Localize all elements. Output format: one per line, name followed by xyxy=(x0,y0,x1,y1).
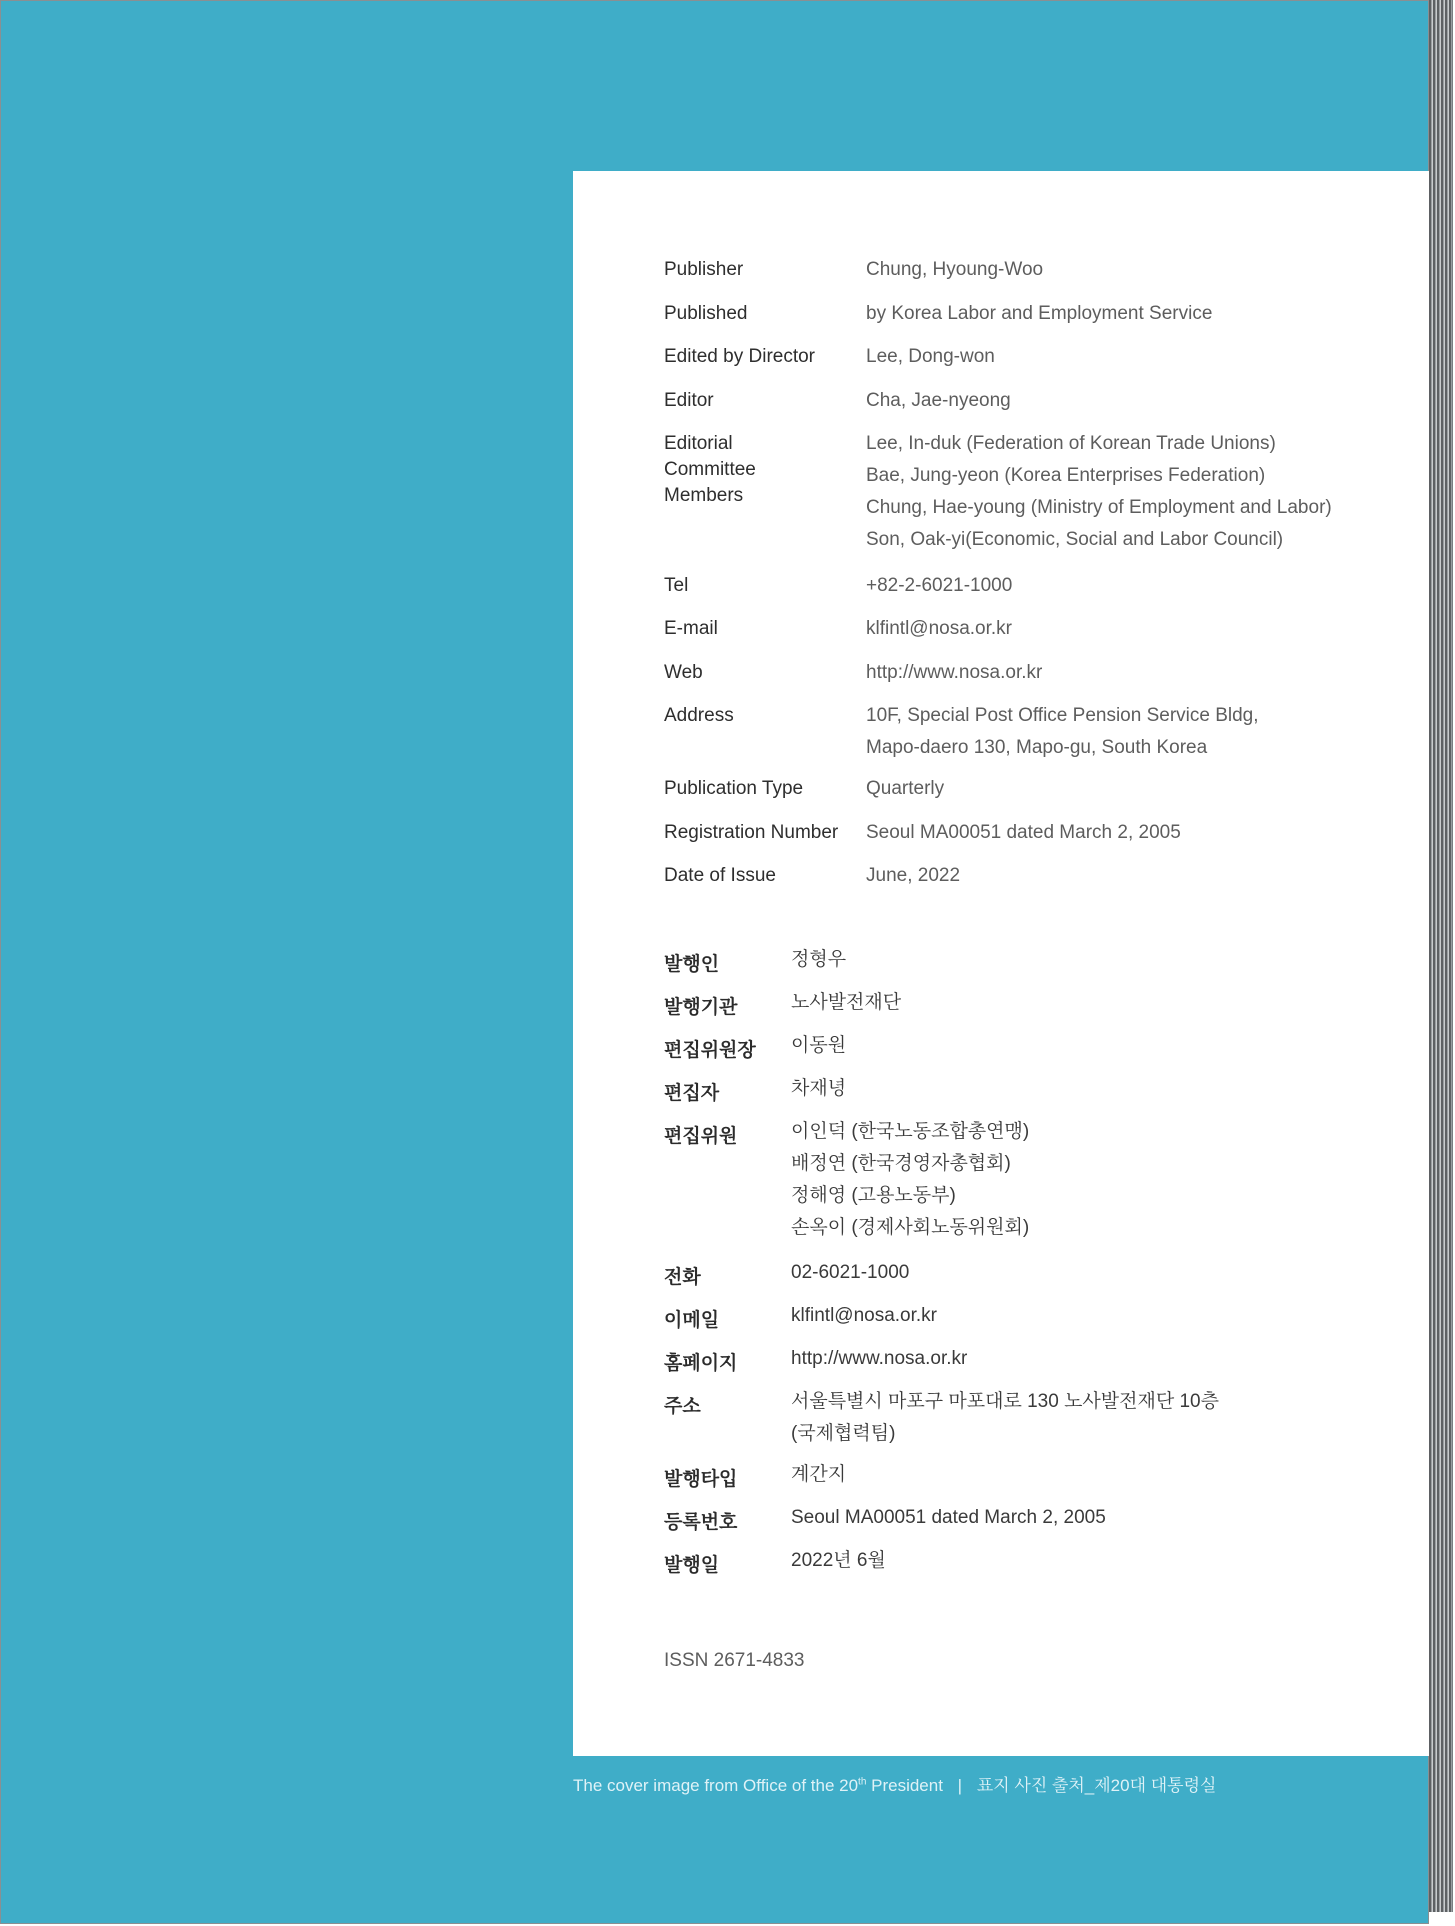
colophon-kr-label: 홈페이지 xyxy=(664,1353,738,1374)
colophon-kr-value-line: 정해영 (고용노동부) xyxy=(791,1185,956,1206)
colophon-en-label: Tel xyxy=(664,575,689,596)
colophon-kr-value xyxy=(791,944,846,976)
colophon-en-value xyxy=(866,570,1012,602)
issn-number: ISSN 2671-4833 xyxy=(664,1650,805,1671)
colophon-en-value xyxy=(866,254,1043,286)
colophon-en-value xyxy=(866,298,1212,330)
colophon-kr-label: 전화 xyxy=(664,1267,701,1288)
colophon-kr-value xyxy=(791,1030,846,1062)
colophon-en-value-line: Chung, Hae-young (Ministry of Employment and Labor) xyxy=(866,497,1332,518)
colophon-en-value-line: +82-2-6021-1000 xyxy=(866,575,1013,596)
colophon-en-value-line: Lee, Dong-won xyxy=(866,346,995,367)
colophon-kr-value xyxy=(791,1459,846,1491)
colophon-kr-label: 발행인 xyxy=(664,954,720,975)
colophon-kr-label: 발행타입 xyxy=(664,1469,738,1490)
colophon-kr-value-line: 정형우 xyxy=(791,949,847,970)
colophon-en-value-line: Son, Oak-yi(Economic, Social and Labor Council) xyxy=(866,529,1284,550)
colophon-kr-value xyxy=(791,1257,909,1289)
colophon-en-value-line: Quarterly xyxy=(866,778,945,799)
colophon-kr-label: 편집위원 xyxy=(664,1126,738,1147)
colophon-kr-value-line: 서울특별시 마포구 마포대로 130 노사발전재단 10층 xyxy=(791,1391,1219,1412)
colophon-kr-value-line: 2022년 6월 xyxy=(791,1550,886,1571)
colophon-en-label: Address xyxy=(664,705,734,726)
colophon-kr-label: 발행기관 xyxy=(664,997,738,1018)
colophon-en-label: E-mail xyxy=(664,618,718,639)
colophon-kr-value xyxy=(791,1343,967,1375)
colophon-en-value-line: Chung, Hyoung-Woo xyxy=(866,259,1044,280)
colophon-kr-value xyxy=(791,1300,937,1332)
colophon-kr-value xyxy=(791,1386,1219,1450)
colophon-kr-value-line: klfintl@nosa.or.kr xyxy=(791,1305,938,1326)
colophon-en-value-line: by Korea Labor and Employment Service xyxy=(866,303,1213,324)
colophon-en-value-line: 10F, Special Post Office Pension Service Bldg, xyxy=(866,705,1259,726)
colophon-en-value-line: Seoul MA00051 dated March 2, 2005 xyxy=(866,822,1181,843)
colophon-kr-value-line: 노사발전재단 xyxy=(791,992,902,1013)
colophon-kr-label: 편집자 xyxy=(664,1083,720,1104)
colophon-kr-value-line: 손옥이 (경제사회노동위원회) xyxy=(791,1217,1030,1238)
colophon-kr-label: 이메일 xyxy=(664,1310,720,1331)
colophon-kr-value-line: 이인덕 (한국노동조합총연맹) xyxy=(791,1121,1030,1142)
colophon-en-value-line: Mapo-daero 130, Mapo-gu, South Korea xyxy=(866,737,1208,758)
colophon-en-value xyxy=(866,385,1011,417)
colophon-en-label: Date of Issue xyxy=(664,865,776,886)
colophon-en-label: Registration Number xyxy=(664,822,839,843)
colophon-kr-label: 발행일 xyxy=(664,1555,720,1576)
colophon-en-label: Edited by Director xyxy=(664,346,816,367)
colophon-kr-value-line: 차재녕 xyxy=(791,1078,847,1099)
colophon-kr-value xyxy=(791,1545,886,1577)
colophon-en-label: Publisher xyxy=(664,259,744,280)
colophon-en-label: Editor xyxy=(664,390,714,411)
colophon-en-label: Web xyxy=(664,662,703,683)
colophon-kr-label: 등록번호 xyxy=(664,1512,738,1533)
colophon-en-value-line: Lee, In-duk (Federation of Korean Trade Unions) xyxy=(866,433,1276,454)
colophon-en-value xyxy=(866,657,1042,689)
colophon-kr-value-line: 02-6021-1000 xyxy=(791,1262,910,1283)
colophon-kr-label: 편집위원장 xyxy=(664,1040,756,1061)
colophon-kr-label: 주소 xyxy=(664,1396,701,1417)
colophon-kr-value xyxy=(791,987,901,1019)
colophon-kr-value-line: (국제협력팀) xyxy=(791,1423,896,1444)
colophon-en-value xyxy=(866,428,1332,556)
credit-english: The cover image from Office of the 20th President xyxy=(573,1776,943,1795)
colophon-en-value xyxy=(866,613,1012,645)
colophon-kr-value xyxy=(791,1116,1029,1244)
colophon-en-label: Editorial Committee Members xyxy=(664,433,756,506)
colophon-kr-value-line: Seoul MA00051 dated March 2, 2005 xyxy=(791,1507,1106,1528)
colophon-en-value-line: June, 2022 xyxy=(866,865,961,886)
colophon-en-value xyxy=(866,700,1259,764)
colophon-en-value xyxy=(866,860,960,892)
colophon-kr-value-line: 계간지 xyxy=(791,1464,847,1485)
colophon-kr-value-line: 이동원 xyxy=(791,1035,847,1056)
colophon-en-value-line: Bae, Jung-yeon (Korea Enterprises Federation) xyxy=(866,465,1266,486)
page-edges xyxy=(1429,0,1453,1912)
colophon-en-label: Published xyxy=(664,303,748,324)
colophon-panel xyxy=(573,171,1430,1756)
colophon-en-value xyxy=(866,817,1181,849)
colophon-en-value-line: klfintl@nosa.or.kr xyxy=(866,618,1013,639)
colophon-en-value-line: Cha, Jae-nyeong xyxy=(866,390,1011,411)
colophon-en-value-line: http://www.nosa.or.kr xyxy=(866,662,1043,683)
colophon-en-label: Publication Type xyxy=(664,778,804,799)
credit-korean: 표지 사진 출처_제20대 대통령실 xyxy=(976,1776,1217,1795)
colophon-kr-value-line: 배정연 (한국경영자총협회) xyxy=(791,1153,1011,1174)
colophon-kr-value xyxy=(791,1073,846,1105)
colophon-kr-value xyxy=(791,1502,1106,1534)
colophon-kr-value-line: http://www.nosa.or.kr xyxy=(791,1348,968,1369)
cover-image-credit xyxy=(573,1771,1216,1796)
colophon-en-value xyxy=(866,341,995,373)
credit-separator: | xyxy=(957,1776,963,1795)
colophon-en-value xyxy=(866,773,944,805)
